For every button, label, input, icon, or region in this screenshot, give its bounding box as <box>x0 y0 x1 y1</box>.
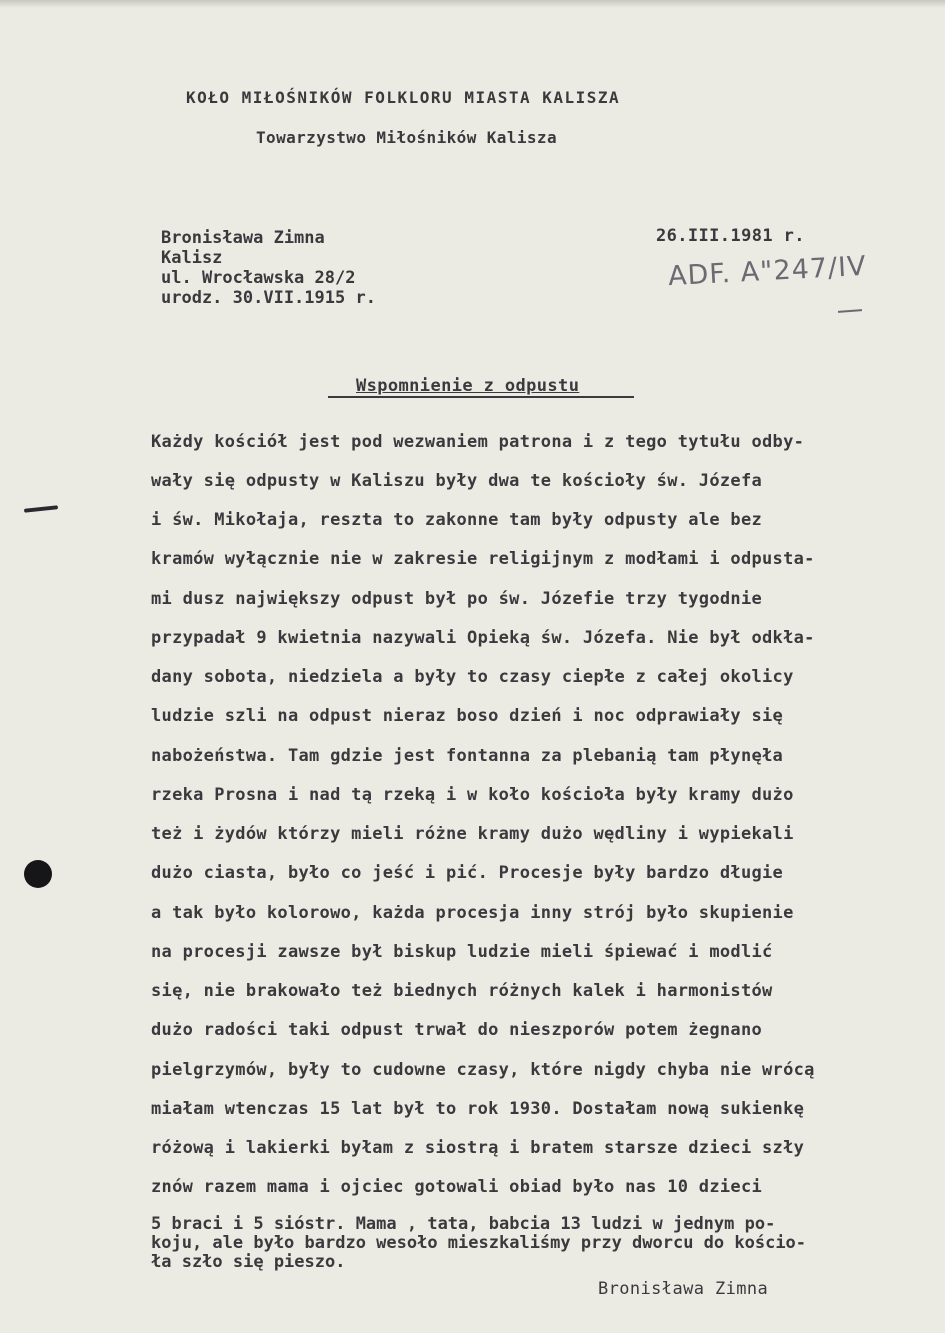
sender-name: Bronisława Zimna <box>161 228 325 248</box>
archive-mark-underline <box>838 309 862 313</box>
body-line: dany sobota, niedziela a były to czasy ciepłe z całej okolicy <box>151 667 794 687</box>
sender-street: ul. Wrocławska 28/2 <box>161 268 356 288</box>
sender-block <box>161 228 376 308</box>
closing-line: koju, ale było bardzo wesoło mieszkaliśmy przy dworcu do kościo- <box>151 1233 807 1253</box>
closing-line: ła szło się pieszo. <box>151 1252 346 1272</box>
organization-header: KOŁO MIŁOŚNIKÓW FOLKLORU MIASTA KALISZA <box>186 88 621 107</box>
punch-hole <box>24 860 52 888</box>
society-header: Towarzystwo Miłośników Kalisza <box>256 128 557 147</box>
body-line: przypadał 9 kwietnia nazywali Opieką św. Józefa. Nie był odkła- <box>151 628 815 648</box>
body-line: wały się odpusty w Kaliszu były dwa te kościoły św. Józefa <box>151 471 763 491</box>
body-line: rzeka Prosna i nad tą rzeką i w koło kościoła były kramy dużo <box>151 785 794 805</box>
closing-paragraph <box>151 1215 931 1272</box>
body-line: dużo ciasta, było co jeść i pić. Procesje były bardzo długie <box>151 863 784 883</box>
signature: Bronisława Zimna <box>598 1279 769 1299</box>
body-line: dużo radości taki odpust trwał do nieszporów potem żegnano <box>151 1020 763 1040</box>
body-line: i św. Mikołaja, reszta to zakonne tam były odpusty ale bez <box>151 510 763 530</box>
scan-edge-shadow <box>0 0 945 8</box>
sender-city: Kalisz <box>161 248 223 268</box>
closing-line: 5 braci i 5 sióstr. Mama , tata, babcia 13 ludzi w jednym po- <box>151 1214 776 1234</box>
body-line: też i żydów którzy mieli różne kramy dużo wędliny i wypiekali <box>151 824 794 844</box>
body-line: znów razem mama i ojciec gotowali obiad było nas 10 dzieci <box>151 1177 763 1197</box>
sender-birthdate: urodz. 30.VII.1915 r. <box>161 288 376 308</box>
body-line: na procesji zawsze był biskup ludzie mieli śpiewać i modlić <box>151 942 773 962</box>
title-underline <box>328 396 634 398</box>
body-line: mi dusz największy odpust był po św. Józefie trzy tygodnie <box>151 589 763 609</box>
body-line: pielgrzymów, były to cudowne czasy, które nigdy chyba nie wrócą <box>151 1060 815 1080</box>
body-line: a tak było kolorowo, każda procesja inny strój było skupienie <box>151 903 794 923</box>
margin-mark <box>24 505 58 513</box>
document-date: 26.III.1981 r. <box>656 226 805 246</box>
body-line: kramów wyłącznie nie w zakresie religijnym z modłami i odpusta- <box>151 549 815 569</box>
body-line: się, nie brakowało też biednych różnych kalek i harmonistów <box>151 981 773 1001</box>
body-line: nabożeństwa. Tam gdzie jest fontanna za plebanią tam płynęła <box>151 746 784 766</box>
body-line: miałam wtenczas 15 lat był to rok 1930. Dostałam nową sukienkę <box>151 1099 805 1119</box>
document-title: Wspomnienie z odpustu <box>356 376 580 396</box>
body-line: ludzie szli na odpust nieraz boso dzień i noc odprawiały się <box>151 706 784 726</box>
body-line: Każdy kościół jest pod wezwaniem patrona i z tego tytułu odby- <box>151 432 805 452</box>
body-line: różową i lakierki byłam z siostrą i bratem starsze dzieci szły <box>151 1138 805 1158</box>
archive-mark-handwritten: ADF. A"247/IV <box>667 250 868 293</box>
